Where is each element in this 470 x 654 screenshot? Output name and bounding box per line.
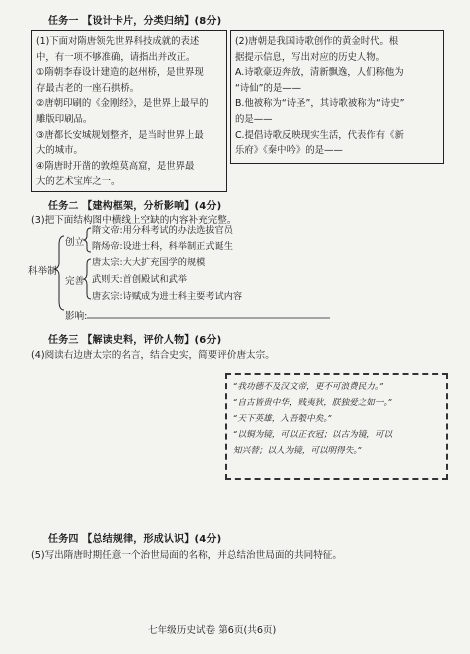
task2-heading: 任务二 【建构框架，分析影响】(4分) <box>48 201 222 212</box>
task1-left-line: 存最古老的一座石拱桥。 <box>36 82 140 94</box>
quote-line: 知兴替；以人为镜，可以明得失。” <box>233 446 363 456</box>
diagram-leaf: 唐玄宗:诗赋成为进士科主要考试内容 <box>92 291 243 302</box>
diagram-root-label: 科举制 <box>28 266 57 277</box>
task1-left-line: 大的城市。 <box>36 145 83 157</box>
quote-line: “自古皆贵中华，贱夷狄，朕独爱之如一。” <box>233 398 393 408</box>
task1-right-line: “诗仙”的是—— <box>235 82 301 94</box>
task1-left-line: 大的艺术宝库之一。 <box>36 176 121 188</box>
task1-right-line: 的是—— <box>235 113 273 125</box>
task1-left-line: ②唐朝印刷的《金刚经》，是世界上最早的 <box>36 98 209 110</box>
task2-question: (3)把下面结构图中横线上空缺的内容补充完整。 <box>31 215 237 226</box>
quote-line: “以铜为镜，可以正衣冠；以古为镜，可以 <box>233 430 393 440</box>
taizong-quotes-box <box>225 373 448 480</box>
task1-right-line: 乐府》《秦中吟》的是—— <box>235 145 343 157</box>
diagram-leaf: 隋炀帝:设进士科，科举制正式诞生 <box>92 241 233 252</box>
task1-right-line: A.诗歌豪迈奔放，清新飘逸，人们称他为 <box>235 67 404 79</box>
task4-heading: 任务四 【总结规律，形成认识】(4分) <box>48 534 222 545</box>
task1-left-line: 雕版印刷品。 <box>36 113 93 125</box>
task4-question: (5)写出隋唐时期任意一个治世局面的名称，并总结治世局面的共同特征。 <box>31 550 342 561</box>
task1-right-line: C.提倡诗歌反映现实生活，代表作有《新 <box>235 129 404 141</box>
task1-left-line: ①隋朝李春设计建造的赵州桥，是世界现 <box>36 67 204 79</box>
task1-left-line: ④隋唐时开凿的敦煌莫高窟，是世界最 <box>36 160 195 172</box>
task3-heading: 任务三 【解读史料，评价人物】(6分) <box>48 335 222 346</box>
task3-question: (4)阅读右边唐太宗的名言，结合史实，简要评价唐太宗。 <box>31 350 275 361</box>
diagram-branch-label: 完善 <box>65 276 85 287</box>
task1-heading: 任务一 【设计卡片，分类归纳】(8分) <box>48 16 222 27</box>
task1-left-line: (1)下面对隋唐领先世界科技成就的表述 <box>36 36 200 47</box>
diagram-leaf: 隋文帝:用分科考试的办法选拔官员 <box>92 225 233 236</box>
quote-line: “我功德不及汉文帝，更不可浪费民力。” <box>233 382 384 392</box>
task1-right-line: (2)唐朝是我国诗歌创作的黄金时代。根 <box>235 36 399 47</box>
diagram-branch-label: 影响: <box>65 311 88 322</box>
page-footer: 七年级历史试卷 第6页(共6页) <box>148 625 277 636</box>
diagram-branch-label: 创立 <box>65 237 85 248</box>
task1-left-line: ③唐都长安城规划整齐，是当时世界上最 <box>36 129 204 141</box>
diagram-leaf: 武则天:首创殿试和武举 <box>92 274 187 285</box>
task1-right-line: 据提示信息，写出对应的历史人物。 <box>235 51 386 63</box>
task1-right-line: B.他被称为“诗圣”，其诗歌被称为“诗史” <box>235 98 405 110</box>
task1-left-line: 中，有一项不够准确，请指出并改正。 <box>36 51 196 63</box>
diagram-leaf: 唐太宗:大大扩充国学的规模 <box>92 257 206 268</box>
quote-line: “天下英雄，入吾彀中矣。” <box>233 414 333 424</box>
